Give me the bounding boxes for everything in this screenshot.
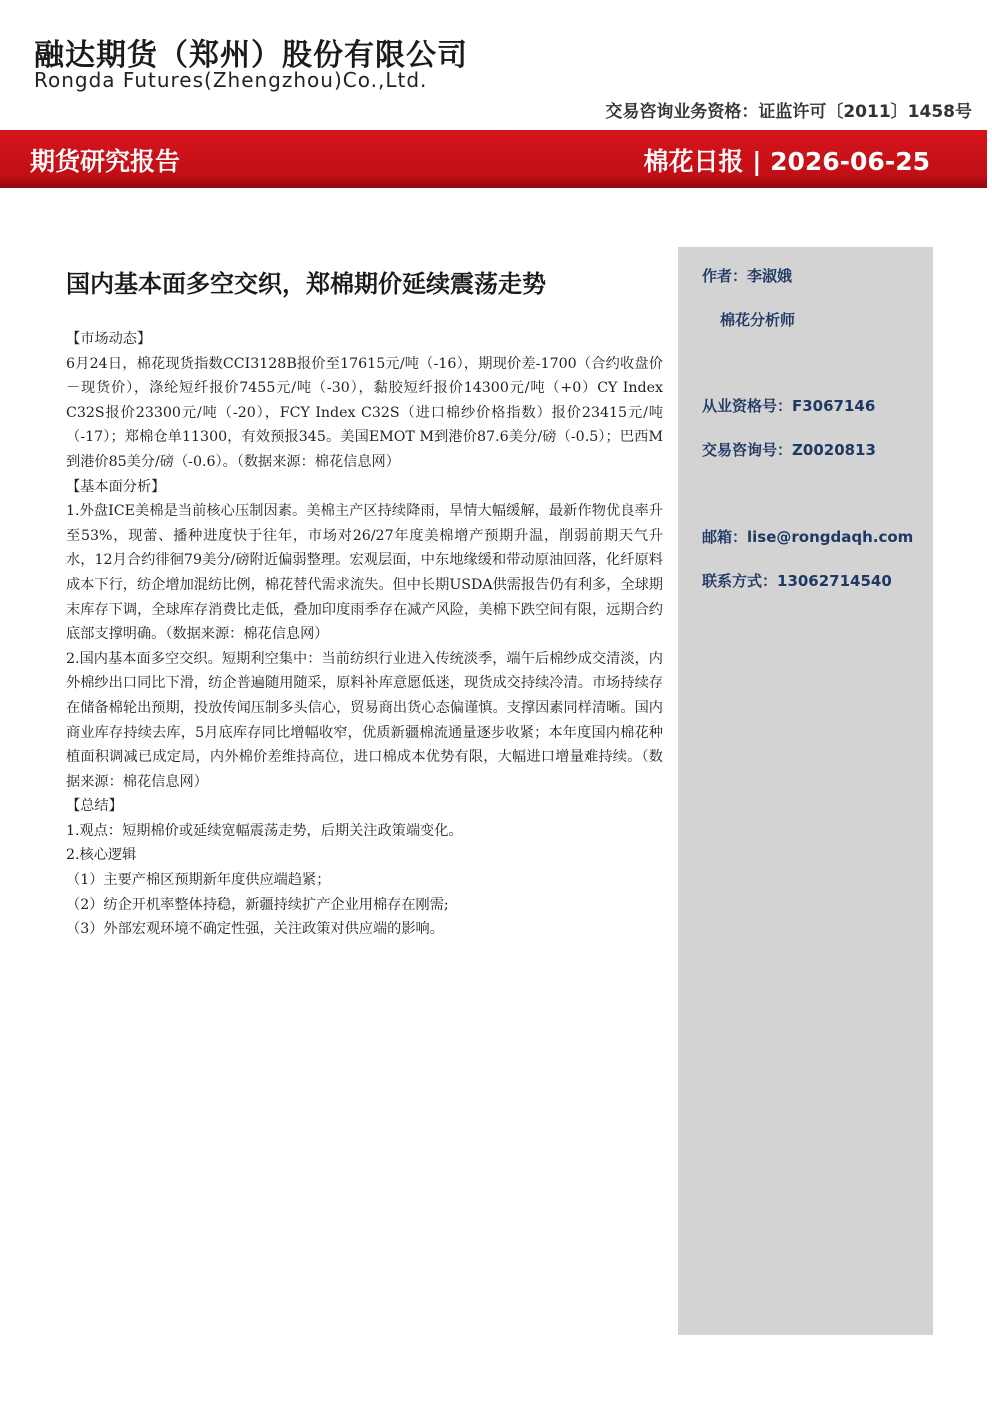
fundamentals-paragraph-1: 1.外盘ICE美棉是当前核心压制因素。美棉主产区持续降雨，旱情大幅缓解，最新作物优良率升至53%，现蕾、播种进度快于往年，市场对26/27年度美棉增产预期升温，削弱前期天气升水，12月合约徘徊79美分/磅附近偏弱整理。宏观层面，中东地缘缓和带动原油回落，化纤原料成本下行，纺企增加混纺比例，棉花替代需求流失。但中长期USDA供需报告仍有利多，全球期末库存下调，全球库存消费比走低，叠加印度雨季存在减产风险，美棉下跌空间有限，远期合约底部支撑明确。（数据来源：棉花信息网） bbox=[66, 503, 663, 643]
report-body bbox=[66, 327, 663, 942]
market-paragraph: 6月24日，棉花现货指数CCI3128B报价至17615元/吨（-16），期现价差-1700（合约收盘价－现货价），涤纶短纤报价7455元/吨（-30），黏胶短纤报价14300元/吨（+0）CY Index C32S报价23300元/吨（-20），FCY Index C32S（进口棉纱价格指数）报价23415元/吨（-17）；郑棉仓单11300，有效预报345。美国EMOT M到港价87.6美分/磅（-0.5）；巴西M到港价85美分/磅（-0.6）。（数据来源：棉花信息网） bbox=[66, 355, 663, 470]
summary-logic-item: （1）主要产棉区预期新年度供应端趋紧； bbox=[66, 872, 331, 889]
report-banner bbox=[0, 130, 987, 188]
license-info: 交易咨询业务资格：证监许可〔2011〕1458号 bbox=[605, 102, 972, 122]
summary-logic-item: （3）外部宏观环境不确定性强，关注政策对供应端的影响。 bbox=[66, 921, 444, 938]
section-heading-market: 【市场动态】 bbox=[66, 331, 152, 347]
banner-report-type: 期货研究报告 bbox=[30, 147, 181, 176]
author-phone: 联系方式：13062714540 bbox=[702, 572, 892, 590]
section-heading-summary: 【总结】 bbox=[66, 798, 123, 815]
summary-logic-item: （2）纺企开机率整体持稳，新疆持续扩产企业用棉存在刚需; bbox=[66, 896, 449, 913]
summary-view: 1.观点：短期棉价或延续宽幅震荡走势，后期关注政策端变化。 bbox=[66, 822, 463, 839]
report-title: 国内基本面多空交织，郑棉期价延续震荡走势 bbox=[66, 270, 546, 298]
qualification-number: 从业资格号：F3067146 bbox=[702, 397, 876, 415]
author-email: 邮箱：lise@rongdaqh.com bbox=[702, 528, 914, 546]
fundamentals-paragraph-2: 2.国内基本面多空交织。短期利空集中：当前纺织行业进入传统淡季，端午后棉纱成交清淡，内外棉纱出口同比下滑，纺企普遍随用随采，原料补库意愿低迷，现货成交持续冷清。市场持续存在储备棉轮出预期，投放传闻压制多头信心，贸易商出货心态偏谨慎。支撑因素同样清晰。国内商业库存持续去库，5月底库存同比增幅收窄，优质新疆棉流通量逐步收紧；本年度国内棉花种植面积调减已成定局，内外棉价差维持高位，进口棉成本优势有限，大幅进口增量难持续。（数据来源：棉花信息网） bbox=[66, 650, 663, 790]
company-name-en: Rongda Futures(Zhengzhou)Co.,Ltd. bbox=[34, 68, 428, 92]
author-sidebar bbox=[678, 247, 933, 1335]
consult-number: 交易咨询号：Z0020813 bbox=[702, 441, 876, 459]
company-name-cn: 融达期货（郑州）股份有限公司 bbox=[34, 38, 468, 73]
banner-report-date: 棉花日报 | 2026-06-25 bbox=[643, 147, 930, 176]
author-name: 作者：李淑娥 bbox=[702, 267, 793, 285]
section-heading-fundamentals: 【基本面分析】 bbox=[66, 478, 166, 495]
author-role: 棉花分析师 bbox=[720, 311, 796, 329]
summary-logic-heading: 2.核心逻辑 bbox=[66, 847, 137, 864]
